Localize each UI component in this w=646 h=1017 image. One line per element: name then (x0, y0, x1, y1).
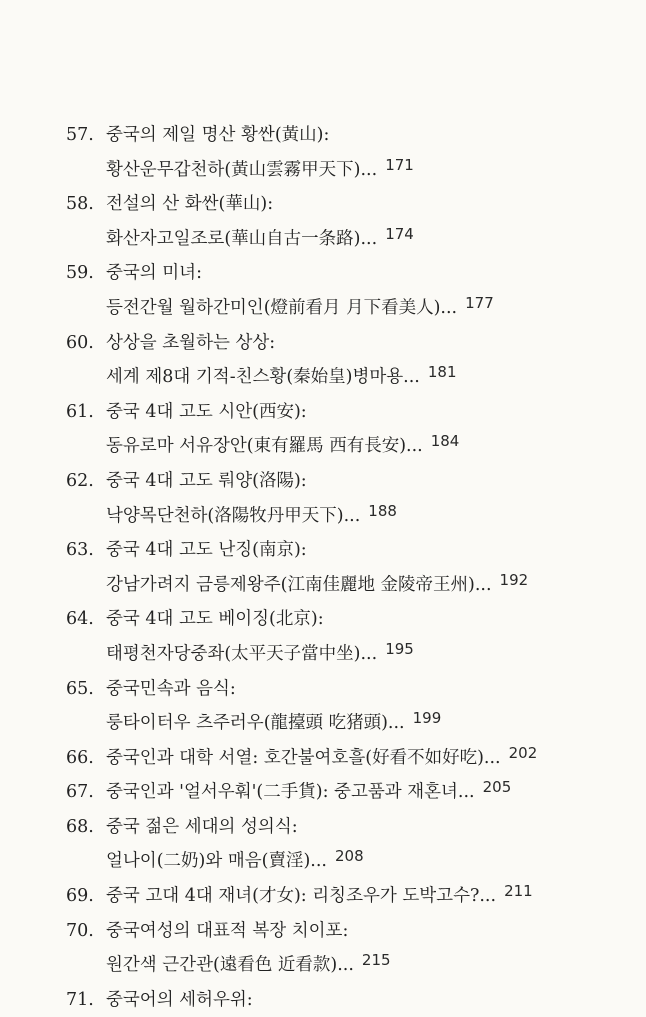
entry-subtitle-text: 등전간월 월하간미인(燈前看月 月下看美人)... (106, 297, 458, 318)
toc-entry-subtitle-line (0, 568, 646, 603)
entry-number: 57. (66, 125, 94, 145)
page-number: 181 (427, 363, 457, 382)
entry-number: 61. (66, 401, 94, 422)
entry-title (106, 187, 273, 222)
entry-title (106, 672, 236, 707)
entry-title-text: 중국 4대 고도 뤄양(洛陽): (106, 470, 307, 491)
entry-number: 67. (66, 782, 94, 803)
page-number: 188 (368, 501, 397, 520)
entry-subtitle-text: 얼나이(二奶)와 매음(賣淫)... (106, 851, 327, 872)
page-number: 199 (412, 709, 442, 728)
entry-title-text: 중국의 미녀: (106, 263, 202, 284)
entry-title-text: 중국 4대 고도 시안(西安): (106, 401, 307, 422)
toc-entry (0, 775, 646, 810)
entry-number: 62. (66, 470, 94, 491)
toc-entry-subtitle-line (0, 637, 646, 672)
toc-entry-title-line (0, 533, 646, 568)
entry-subtitle-text: 세계 제8대 기적-친스황(秦始皇)병마용... (106, 367, 420, 388)
toc-entry-title-line (0, 879, 646, 914)
entry-title-text: 중국인과 '얼서우훠'(二手貨): 중고품과 재혼녀... (106, 782, 475, 803)
toc-entry (0, 326, 646, 395)
toc-entry-title-line (0, 775, 646, 810)
page-number: 171 (385, 155, 414, 174)
entry-title (106, 741, 537, 776)
toc-entry (0, 464, 646, 533)
toc-entry (0, 395, 646, 464)
entry-title (106, 602, 324, 637)
entry-title-text: 중국 4대 고도 베이징(北京): (106, 609, 324, 630)
entry-title-text: 중국민속과 음식: (106, 678, 236, 699)
entry-number: 65. (66, 678, 94, 699)
toc-entry-title-line (0, 395, 646, 430)
toc-entry-title-line (0, 914, 646, 949)
toc-entry (0, 879, 646, 914)
entry-title-text: 중국여성의 대표적 복장 치이포: (106, 920, 349, 941)
entry-title-text: 중국인과 대학 서열: 호간불여호흘(好看不如好吃)... (106, 747, 501, 768)
entry-subtitle (106, 568, 528, 603)
entry-subtitle-text: 원간색 근간관(遠看色 近看款)... (106, 955, 354, 976)
toc-entry-subtitle-line (0, 844, 646, 879)
entry-subtitle (106, 499, 397, 534)
entry-number: 59. (66, 263, 94, 284)
entry-subtitle-text: 동유로마 서유장안(東有羅馬 西有長安)... (106, 436, 423, 457)
entry-number: 68. (66, 816, 94, 837)
entry-number: 64. (66, 609, 94, 630)
entry-title-text: 상상을 초월하는 상상: (106, 332, 276, 353)
entry-title (106, 118, 329, 153)
entry-subtitle (106, 222, 414, 257)
toc-entry-subtitle-line (0, 429, 646, 464)
toc-entry-subtitle-line (0, 360, 646, 395)
entry-subtitle (106, 706, 441, 741)
toc-entry (0, 533, 646, 602)
toc-entry (0, 810, 646, 879)
entry-title (106, 533, 307, 568)
entry-subtitle (106, 360, 457, 395)
entry-subtitle-text: 낙양목단천하(洛陽牧丹甲天下)... (106, 505, 361, 526)
page-number: 202 (508, 743, 538, 762)
entry-number: 69. (66, 886, 94, 907)
entry-title (106, 395, 307, 430)
toc-entry (0, 602, 646, 671)
page-number: 208 (335, 847, 364, 866)
toc-entry (0, 672, 646, 741)
toc-entry-title-line (0, 672, 646, 707)
toc-entry (0, 741, 646, 776)
toc-entry-title-line (0, 118, 646, 153)
entry-title (106, 326, 275, 361)
toc-entry-subtitle-line (0, 222, 646, 257)
entry-title-text: 전설의 산 화싼(華山): (106, 194, 274, 215)
page-number: 215 (361, 951, 391, 970)
entry-title-text: 중국 젊은 세대의 성의식: (106, 816, 298, 837)
toc-entry (0, 914, 646, 983)
entry-title (106, 914, 348, 949)
toc-entry-subtitle-line (0, 499, 646, 534)
toc-entry-subtitle-line (0, 153, 646, 188)
page-number: 184 (430, 432, 460, 451)
toc-entry-title-line (0, 741, 646, 776)
entry-number: 71. (66, 989, 94, 1010)
entry-subtitle-text: 룽타이터우 츠주러우(龍擡頭 吃猪頭)... (106, 713, 405, 734)
entry-title-text: 중국 고대 4대 재녀(才女): 리칭조우가 도박고수?... (106, 886, 497, 907)
entry-title (106, 775, 511, 810)
toc-entry-subtitle-line (0, 291, 646, 326)
entry-number: 63. (66, 540, 94, 561)
entry-subtitle-text: 황산운무갑천하(黃山雲霧甲天下)... (106, 159, 378, 180)
toc-entry-title-line (0, 187, 646, 222)
entry-title (106, 464, 307, 499)
page-number: 192 (499, 570, 529, 589)
toc-entry-subtitle-line (0, 948, 646, 983)
entry-subtitle (106, 291, 494, 326)
entry-subtitle-text: 강남가려지 금릉제왕주(江南佳麗地 金陵帝王州)... (106, 574, 492, 595)
entry-title (106, 810, 298, 845)
entry-number: 58. (66, 194, 94, 215)
entry-title-text: 중국 4대 고도 난징(南京): (106, 540, 307, 561)
entry-number: 60. (66, 332, 94, 353)
entry-subtitle (106, 844, 364, 879)
entry-subtitle-text: 화산자고일조로(華山自古一条路)... (106, 228, 378, 249)
page-number: 205 (482, 778, 512, 797)
page-number: 195 (385, 639, 414, 658)
toc-entry-title-line (0, 464, 646, 499)
entry-number: 70. (66, 920, 94, 941)
entry-title-text: 중국어의 세허우위: (106, 989, 253, 1010)
toc-entry (0, 118, 646, 187)
toc-entry-title-line (0, 256, 646, 291)
toc-entry-subtitle-line (0, 706, 646, 741)
table-of-contents (0, 118, 646, 1017)
entry-title (106, 879, 533, 914)
page-number: 177 (465, 293, 494, 312)
entry-number: 66. (66, 747, 94, 768)
entry-subtitle (106, 948, 391, 983)
toc-entry-title-line (0, 602, 646, 637)
page-number: 174 (385, 224, 414, 243)
entry-title-text: 중국의 제일 명산 황싼(黃山): (106, 125, 330, 145)
page-number: 211 (504, 882, 533, 901)
toc-entry-title-line (0, 326, 646, 361)
toc-entry (0, 187, 646, 256)
entry-subtitle (106, 637, 414, 672)
entry-title (106, 256, 202, 291)
toc-entry-title-line (0, 810, 646, 845)
entry-subtitle (106, 429, 459, 464)
entry-subtitle-text: 태평천자당중좌(太平天子當中坐)... (106, 643, 378, 664)
toc-entry (0, 256, 646, 325)
entry-subtitle (106, 153, 414, 188)
